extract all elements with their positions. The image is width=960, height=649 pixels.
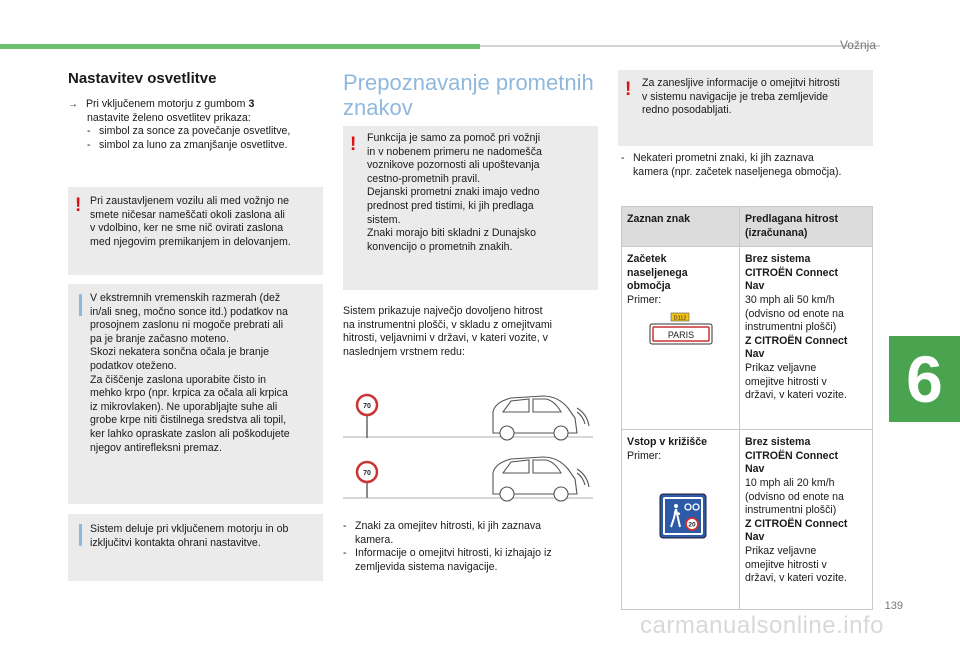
list-item: - Nekateri prometni znaki, ki jih zaznava xyxy=(621,152,814,164)
header-green-bar xyxy=(0,44,480,49)
info-box-settings: Sistem deluje pri vključenem motorju in ob izključitvi kontakta ohrani nastavitve. xyxy=(68,514,323,581)
list-item: - Informacije o omejitvi hitrosti, ki izhajajo iz xyxy=(343,547,552,560)
lighting-step xyxy=(68,98,324,152)
signs-paragraph: Sistem prikazuje največjo dovoljeno hitrost na instrumentni plošči, v skladu z omejitvami hitrosti, veljavnimi v državi, v kateri vozite, v naslednjem vrstnem redu: xyxy=(343,305,553,358)
info-icon xyxy=(79,294,82,316)
svg-text:PARIS: PARIS xyxy=(667,329,695,340)
table-row: Začetek naseljenega območja Primer: D112 PARIS Brez sistema CITROËN Connect Nav 30 mph ali 50 km/h (odvisno od enote na instrumentni plošči) Z CITROËN Connect Nav Prikaz veljavne omejitve hitrosti v državi, v kateri vozite. xyxy=(622,247,873,430)
button-number: 3 xyxy=(248,98,255,110)
warning-box-maps: ! Za zanesljive informacije o omejitvi hitrosti v sistemu navigacije je treba zemljevide redno posodabljati. xyxy=(618,70,873,146)
intersection-zone-sign xyxy=(659,493,709,539)
warning-icon: ! xyxy=(75,195,82,216)
page-number: 139 xyxy=(884,600,903,612)
signs-table xyxy=(621,206,873,610)
signs-source-list: - Znaki za omejitev hitrosti, ki jih zaznava kamera. - Informacije o omejitvi hitrosti, ki izhajajo iz zemljevida sistema navigacije. xyxy=(343,520,603,574)
table-row: Vstop v križišče Primer: 20 Brez sistema CITROËN Connect Nav 10 mph ali 20 km/h (odvisno od enote na instrumentni plošči) Z CITROËN Connect Nav Prikaz veljavne omejitve hitrosti v državi, v kateri vozite. xyxy=(622,430,873,610)
watermark: carmanualsonline.info xyxy=(640,612,884,639)
step-text: Pri vključenem motorju z gumbom xyxy=(85,98,249,110)
town-entry-sign xyxy=(647,312,727,348)
step-line2: nastavite želeno osvetlitev prikaza: xyxy=(87,111,251,124)
list-item: - simbol za sonce za povečanje osvetlitve, xyxy=(87,125,291,138)
table-header-row xyxy=(622,207,873,247)
warning-icon: ! xyxy=(625,79,632,100)
list-item: - simbol za luno za zmanjšanje osvetlitve. xyxy=(87,138,288,151)
car-icon xyxy=(493,396,589,440)
list-item: - Znaki za omejitev hitrosti, ki jih zaznava xyxy=(343,520,542,532)
section-title-lighting: Nastavitev osvetlitve xyxy=(68,70,217,87)
section-title-signs: Prepoznavanje prometnih znakov xyxy=(343,70,594,120)
info-icon xyxy=(79,524,82,546)
arrow-icon: → xyxy=(68,99,78,110)
header-divider xyxy=(480,45,880,47)
speed-sign-illustration xyxy=(343,378,593,508)
info-box-weather: V ekstremnih vremenskih razmerah (dež in/ali sneg, močno sonce itd.) podatkov na prosojnem zaslonu ni mogoče prebrati ali pa je branje začasno moteno. Skozi nekatera sončna očala je branje podatkov oteženo. Za čiščenje zaslona uporabite čisto in mehko krpo (npr. krpica za očala ali krpica iz mikrovlaken). Ne uporabljajte suhe ali grobe krpe niti čistilnega sredstva ali topil, ker lahko opraskate zaslon ali poškodujete njegov antirefleksni premaz. xyxy=(68,284,323,504)
svg-text:D112: D112 xyxy=(673,315,687,322)
warning-icon: ! xyxy=(350,134,357,155)
svg-text:20: 20 xyxy=(688,521,696,529)
table-header: Predlagana hitrost (izračunana) xyxy=(740,207,873,247)
chapter-title: Vožnja xyxy=(839,38,876,52)
car-icon xyxy=(493,457,589,501)
chapter-tab: 6 xyxy=(889,336,960,422)
table-header: Zaznan znak xyxy=(622,207,740,247)
warning-box-signs: ! Funkcija je samo za pomoč pri vožnji in v nobenem primeru ne nadomešča voznikove pozornosti ali upoštevanja cestno-prometnih pravil. Dejanski prometni znaki imajo vedno prednost pred tistimi, ki jih predlaga sistem. Znaki morajo biti skladni z Dunajsko konvencijo o prometnih znakih. xyxy=(343,126,598,290)
svg-text:70: 70 xyxy=(363,470,371,477)
svg-text:70: 70 xyxy=(363,403,371,410)
camera-signs-item: - Nekateri prometni znaki, ki jih zaznava kamera (npr. začetek naseljenega območja). xyxy=(621,152,881,179)
warning-box-display: ! Pri zaustavljenem vozilu ali med vožnjo ne smete ničesar nameščati okoli zaslona ali v vdolbino, ker ne sme nič ovirati zaslona med njegovim premikanjem in delovanjem. xyxy=(68,187,323,275)
